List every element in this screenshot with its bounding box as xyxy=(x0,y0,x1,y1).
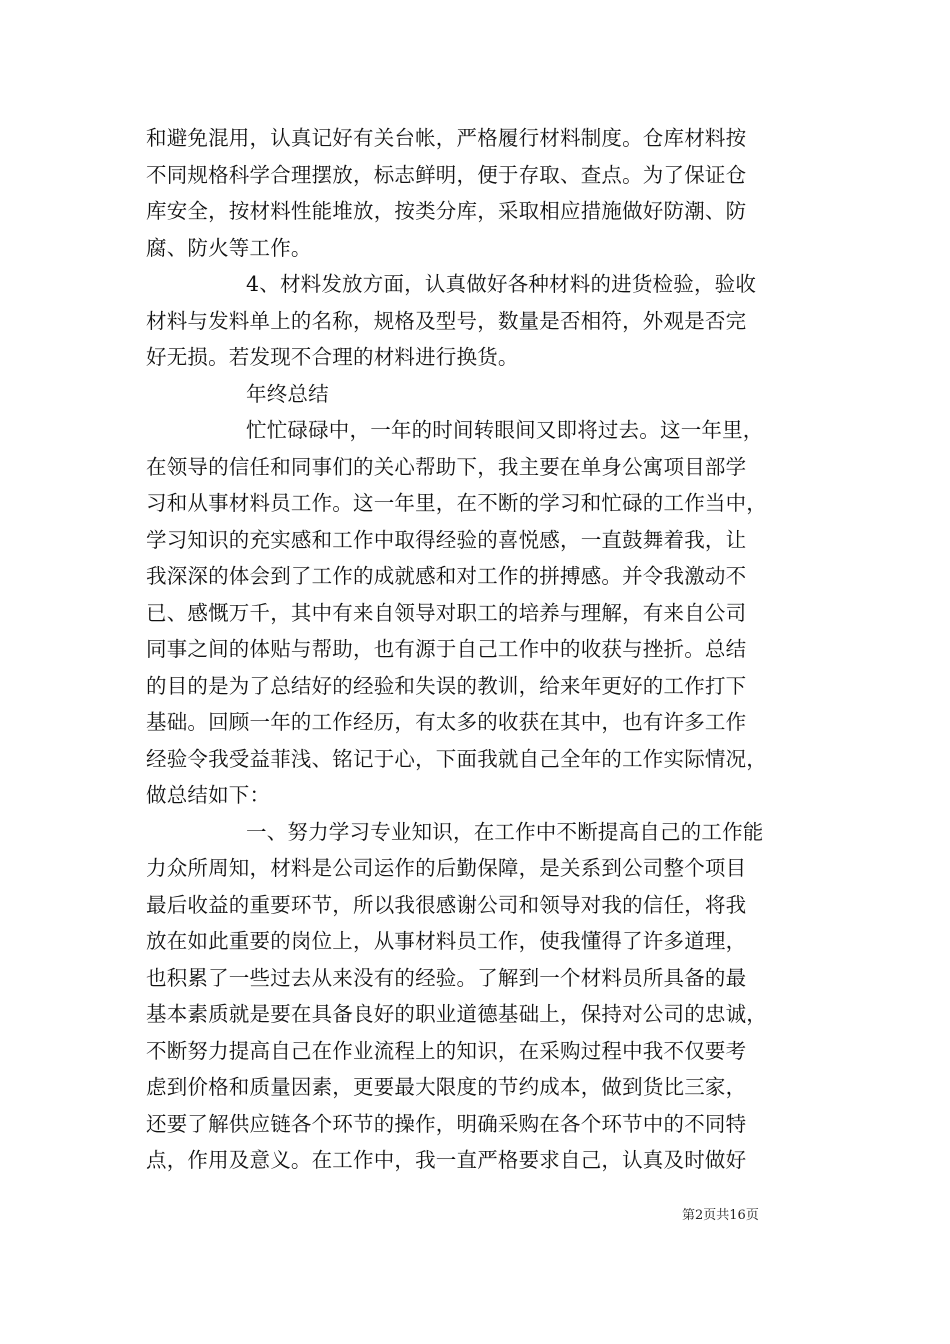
text-line: 好无损。若发现不合理的材料进行换货。 xyxy=(146,345,519,369)
text-line: 不同规格科学合理摆放，标志鲜明，便于存取、查点。为了保证仓 xyxy=(146,162,747,187)
text-line: 一、努力学习专业知识，在工作中不断提高自己的工作能 xyxy=(246,819,764,844)
text-line: 腐、防火等工作。 xyxy=(146,235,312,260)
text-line: 同事之间的体贴与帮助，也有源于自己工作中的收获与挫折。总结 xyxy=(146,637,747,661)
text-line: 的目的是为了总结好的经验和失误的教训，给来年更好的工作打下 xyxy=(146,673,747,698)
text-line: 力众所周知，材料是公司运作的后勤保障，是关系到公司整个项目 xyxy=(146,856,747,880)
text-line: 放在如此重要的岗位上，从事材料员工作，使我懂得了许多道理， xyxy=(146,929,747,953)
text-line: 基础。回顾一年的工作经历，有太多的收获在其中，也有许多工作 xyxy=(146,710,747,734)
text-line: 学习知识的充实感和工作中取得经验的喜悦感，一直鼓舞着我，让 xyxy=(146,527,747,552)
text-line: 库安全，按材料性能堆放，按类分库，采取相应措施做好防潮、防 xyxy=(146,199,747,223)
page-footer: 第2页共16页 xyxy=(682,1208,759,1223)
text-line: 做总结如下： xyxy=(146,783,271,807)
text-line: 材料与发料单上的名称，规格及型号，数量是否相符，外观是否完 xyxy=(146,308,747,333)
text-line: 虑到价格和质量因素，更要最大限度的节约成本，做到货比三家， xyxy=(146,1075,747,1099)
text-line: 我深深的体会到了工作的成就感和对工作的拼搏感。并令我激动不 xyxy=(146,564,747,588)
text-line: 习和从事材料员工作。这一年里，在不断的学习和忙碌的工作当中， xyxy=(146,491,767,515)
text-line: 已、感慨万千，其中有来自领导对职工的培养与理解，有来自公司 xyxy=(146,600,747,625)
text-line: 点，作用及意义。在工作中，我一直严格要求自己，认真及时做好 xyxy=(146,1148,747,1172)
text-line: 还要了解供应链各个环节的操作，明确采购在各个环节中的不同特 xyxy=(146,1111,747,1136)
text-line: 4、材料发放方面，认真做好各种材料的进货检验，验收 xyxy=(246,272,757,296)
document-body xyxy=(146,120,806,1179)
text-line: 基本素质就是要在具备良好的职业道德基础上，保持对公司的忠诚， xyxy=(146,1002,767,1026)
text-line: 经验令我受益菲浅、铭记于心，下面我就自己全年的工作实际情况， xyxy=(146,746,767,771)
text-line: 在领导的信任和同事们的关心帮助下，我主要在单身公寓项目部学 xyxy=(146,454,747,479)
text-line: 和避免混用，认真记好有关台帐，严格履行材料制度。仓库材料按 xyxy=(146,126,747,150)
text-line: 忙忙碌碌中，一年的时间转眼间又即将过去。这一年里， xyxy=(246,418,764,442)
text-line: 也积累了一些过去从来没有的经验。了解到一个材料员所具备的最 xyxy=(146,965,747,990)
text-line: 最后收益的重要环节，所以我很感谢公司和领导对我的信任，将我 xyxy=(146,892,747,917)
text-line: 年终总结 xyxy=(246,381,329,406)
text-line: 不断努力提高自己在作业流程上的知识，在采购过程中我不仅要考 xyxy=(146,1038,747,1063)
